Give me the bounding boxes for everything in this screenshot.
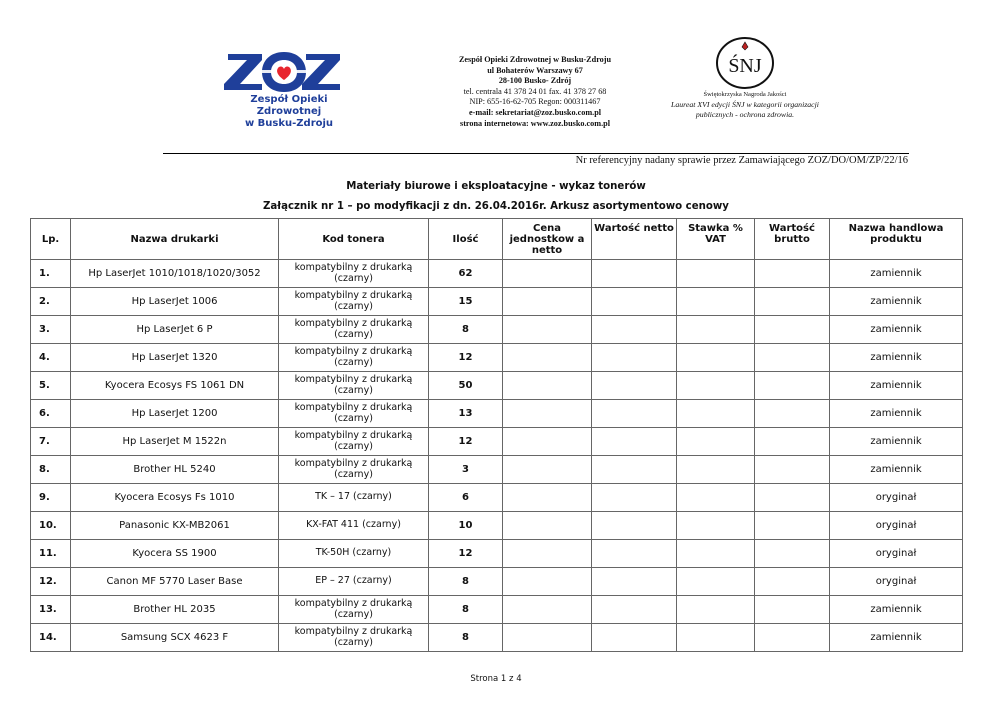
cell-net-value-input[interactable] xyxy=(592,372,677,400)
table-row xyxy=(31,624,963,652)
cell-unit-price-input[interactable] xyxy=(503,316,592,344)
cell-toner-code: KX-FAT 411 (czarny) xyxy=(279,512,429,540)
cell-gross-value-input[interactable] xyxy=(755,428,830,456)
address-line: Zespół Opieki Zdrowotnej w Busku-Zdroju xyxy=(458,55,612,64)
cell-gross-value-input[interactable] xyxy=(755,344,830,372)
cell-vat-input[interactable] xyxy=(677,484,755,512)
cell-lp: 1. xyxy=(31,260,71,288)
cell-unit-price-input[interactable] xyxy=(503,344,592,372)
cell-toner-code: EP – 27 (czarny) xyxy=(279,568,429,596)
cell-trade-name: zamiennik xyxy=(830,288,963,316)
cell-quantity: 8 xyxy=(429,316,503,344)
cell-gross-value-input[interactable] xyxy=(755,568,830,596)
table-row xyxy=(31,372,963,400)
email-line: e-mail: sekretariat@zoz.busko.com.pl xyxy=(468,107,602,117)
cell-lp: 14. xyxy=(31,624,71,652)
cell-quantity: 62 xyxy=(429,260,503,288)
page-footer: Strona 1 z 4 xyxy=(470,674,522,684)
cell-quantity: 6 xyxy=(429,484,503,512)
cell-trade-name: zamiennik xyxy=(830,596,963,624)
cell-toner-code: kompatybilny z drukarką (czarny) xyxy=(279,288,429,316)
cell-vat-input[interactable] xyxy=(677,260,755,288)
zoz-logo xyxy=(222,50,352,129)
cell-gross-value-input[interactable] xyxy=(755,400,830,428)
table-row xyxy=(31,260,963,288)
cell-vat-input[interactable] xyxy=(677,456,755,484)
cell-net-value-input[interactable] xyxy=(592,400,677,428)
logo-text xyxy=(224,94,354,130)
cell-gross-value-input[interactable] xyxy=(755,596,830,624)
cell-vat-input[interactable] xyxy=(677,540,755,568)
cell-trade-name: oryginał xyxy=(830,484,963,512)
cell-quantity: 12 xyxy=(429,540,503,568)
cell-printer: Canon MF 5770 Laser Base xyxy=(71,568,279,596)
col-header-gross-value: Wartość brutto xyxy=(755,219,830,260)
col-header-trade-name: Nazwa handlowa produktu xyxy=(830,219,963,260)
cell-trade-name: oryginał xyxy=(830,512,963,540)
cell-printer: Hp LaserJet 1200 xyxy=(71,400,279,428)
cell-unit-price-input[interactable] xyxy=(503,596,592,624)
cell-printer: Brother HL 5240 xyxy=(71,456,279,484)
col-header-printer: Nazwa drukarki xyxy=(71,219,279,260)
heart-icon xyxy=(277,67,291,80)
cell-toner-code: kompatybilny z drukarką (czarny) xyxy=(279,400,429,428)
toner-price-table xyxy=(30,218,963,652)
document-subtitle: Załącznik nr 1 – po modyfikacji z dn. 26.04.2016r. Arkusz asortymentowo cenowy xyxy=(263,201,729,212)
cell-trade-name: zamiennik xyxy=(830,400,963,428)
cell-quantity: 50 xyxy=(429,372,503,400)
cell-vat-input[interactable] xyxy=(677,316,755,344)
cell-net-value-input[interactable] xyxy=(592,456,677,484)
reference-number: Nr referencyjny nadany sprawie przez Zamawiającego ZOZ/DO/OM/ZP/22/16 xyxy=(575,155,908,166)
cell-trade-name: zamiennik xyxy=(830,428,963,456)
cell-lp: 9. xyxy=(31,484,71,512)
cell-lp: 5. xyxy=(31,372,71,400)
seal-wordmark: Świętokrzyska Nagroda Jakości xyxy=(703,91,787,98)
cell-lp: 8. xyxy=(31,456,71,484)
cell-unit-price-input[interactable] xyxy=(503,624,592,652)
cell-unit-price-input[interactable] xyxy=(503,400,592,428)
cell-vat-input[interactable] xyxy=(677,568,755,596)
document-title: Materiały biurowe i eksploatacyjne - wykaz tonerów xyxy=(346,181,646,192)
cell-net-value-input[interactable] xyxy=(592,540,677,568)
cell-unit-price-input[interactable] xyxy=(503,512,592,540)
cell-lp: 10. xyxy=(31,512,71,540)
cell-printer: Hp LaserJet M 1522n xyxy=(71,428,279,456)
cell-toner-code: kompatybilny z drukarką (czarny) xyxy=(279,428,429,456)
cell-toner-code: kompatybilny z drukarką (czarny) xyxy=(279,260,429,288)
table-row xyxy=(31,400,963,428)
col-header-qty: Ilość xyxy=(429,219,503,260)
cell-vat-input[interactable] xyxy=(677,372,755,400)
col-header-lp: Lp. xyxy=(31,219,71,260)
cell-toner-code: kompatybilny z drukarką (czarny) xyxy=(279,596,429,624)
cell-quantity: 3 xyxy=(429,456,503,484)
cell-lp: 4. xyxy=(31,344,71,372)
cell-unit-price-input[interactable] xyxy=(503,372,592,400)
cell-vat-input[interactable] xyxy=(677,288,755,316)
cell-printer: Kyocera Ecosys FS 1061 DN xyxy=(71,372,279,400)
cell-printer: Hp LaserJet 1010/1018/1020/3052 xyxy=(71,260,279,288)
cell-printer: Kyocera SS 1900 xyxy=(71,540,279,568)
table-row xyxy=(31,428,963,456)
cell-net-value-input[interactable] xyxy=(592,512,677,540)
cell-gross-value-input[interactable] xyxy=(755,484,830,512)
cell-net-value-input[interactable] xyxy=(592,344,677,372)
cell-net-value-input[interactable] xyxy=(592,428,677,456)
cell-unit-price-input[interactable] xyxy=(503,568,592,596)
cell-lp: 13. xyxy=(31,596,71,624)
cell-toner-code: TK – 17 (czarny) xyxy=(279,484,429,512)
table-row xyxy=(31,484,963,512)
cell-quantity: 13 xyxy=(429,400,503,428)
table-row xyxy=(31,568,963,596)
table-row xyxy=(31,456,963,484)
cell-gross-value-input[interactable] xyxy=(755,260,830,288)
cell-vat-input[interactable] xyxy=(677,596,755,624)
website-line: strona internetowa: www.zoz.busko.com.pl xyxy=(460,118,610,128)
cell-net-value-input[interactable] xyxy=(592,260,677,288)
col-header-unit-price: Cena jednostkow a netto xyxy=(503,219,592,260)
seal-mark: ŚNJ xyxy=(728,55,762,77)
cell-printer: Panasonic KX-MB2061 xyxy=(71,512,279,540)
cell-net-value-input[interactable] xyxy=(592,596,677,624)
cell-quantity: 10 xyxy=(429,512,503,540)
cell-unit-price-input[interactable] xyxy=(503,288,592,316)
col-header-toner: Kod tonera xyxy=(279,219,429,260)
cell-printer: Samsung SCX 4623 F xyxy=(71,624,279,652)
cell-trade-name: zamiennik xyxy=(830,372,963,400)
cell-quantity: 8 xyxy=(429,596,503,624)
logo-text-line1: Zespół Opieki Zdrowotnej xyxy=(250,94,328,117)
cell-vat-input[interactable] xyxy=(677,624,755,652)
zoz-logo-mark-icon xyxy=(222,50,342,94)
cell-quantity: 8 xyxy=(429,624,503,652)
cell-vat-input[interactable] xyxy=(677,428,755,456)
cell-trade-name: oryginał xyxy=(830,540,963,568)
cell-toner-code: kompatybilny z drukarką (czarny) xyxy=(279,372,429,400)
cell-toner-code: kompatybilny z drukarką (czarny) xyxy=(279,344,429,372)
cell-quantity: 12 xyxy=(429,428,503,456)
cell-lp: 3. xyxy=(31,316,71,344)
cell-lp: 6. xyxy=(31,400,71,428)
cell-lp: 11. xyxy=(31,540,71,568)
address-block xyxy=(420,55,650,129)
logo-text-line2: w Busku-Zdroju xyxy=(244,118,334,129)
cell-gross-value-input[interactable] xyxy=(755,540,830,568)
cell-vat-input[interactable] xyxy=(677,512,755,540)
table-row xyxy=(31,596,963,624)
cell-trade-name: zamiennik xyxy=(830,624,963,652)
cell-gross-value-input[interactable] xyxy=(755,288,830,316)
table-row xyxy=(31,540,963,568)
cell-gross-value-input[interactable] xyxy=(755,624,830,652)
cell-trade-name: oryginał xyxy=(830,568,963,596)
table-header-row xyxy=(31,219,963,260)
address-line: 28-100 Busko- Zdrój xyxy=(498,76,572,86)
cell-quantity: 15 xyxy=(429,288,503,316)
table-row xyxy=(31,288,963,316)
cell-net-value-input[interactable] xyxy=(592,484,677,512)
snj-seal-icon xyxy=(714,36,776,90)
cell-net-value-input[interactable] xyxy=(592,568,677,596)
col-header-vat: Stawka % VAT xyxy=(677,219,755,260)
cell-lp: 2. xyxy=(31,288,71,316)
header-divider xyxy=(163,153,909,154)
cell-unit-price-input[interactable] xyxy=(503,260,592,288)
cell-toner-code: kompatybilny z drukarką (czarny) xyxy=(279,316,429,344)
cell-printer: Kyocera Ecosys Fs 1010 xyxy=(71,484,279,512)
cell-net-value-input[interactable] xyxy=(592,288,677,316)
table-row xyxy=(31,344,963,372)
cell-unit-price-input[interactable] xyxy=(503,428,592,456)
cell-unit-price-input[interactable] xyxy=(503,484,592,512)
cell-trade-name: zamiennik xyxy=(830,260,963,288)
cell-lp: 7. xyxy=(31,428,71,456)
cell-trade-name: zamiennik xyxy=(830,316,963,344)
cell-gross-value-input[interactable] xyxy=(755,372,830,400)
col-header-net-value: Wartość netto xyxy=(592,219,677,260)
cell-net-value-input[interactable] xyxy=(592,316,677,344)
table-row xyxy=(31,316,963,344)
cell-printer: Hp LaserJet 1006 xyxy=(71,288,279,316)
cell-net-value-input[interactable] xyxy=(592,624,677,652)
address-line: ul Bohaterów Warszawy 67 xyxy=(487,65,583,75)
cell-quantity: 8 xyxy=(429,568,503,596)
cell-quantity: 12 xyxy=(429,344,503,372)
cell-printer: Brother HL 2035 xyxy=(71,596,279,624)
cell-vat-input[interactable] xyxy=(677,400,755,428)
cell-gross-value-input[interactable] xyxy=(755,512,830,540)
address-line: tel. centrala 41 378 24 01 fax. 41 378 27 68 xyxy=(463,86,607,96)
cell-lp: 12. xyxy=(31,568,71,596)
seal-caption: Laureat XVI edycji ŚNJ w kategorii organizacji publicznych - ochrona zdrowia. xyxy=(671,100,819,119)
cell-unit-price-input[interactable] xyxy=(503,540,592,568)
cell-gross-value-input[interactable] xyxy=(755,316,830,344)
cell-toner-code: kompatybilny z drukarką (czarny) xyxy=(279,624,429,652)
snj-seal xyxy=(670,36,820,142)
cell-printer: Hp LaserJet 6 P xyxy=(71,316,279,344)
cell-printer: Hp LaserJet 1320 xyxy=(71,344,279,372)
cell-toner-code: TK-50H (czarny) xyxy=(279,540,429,568)
cell-trade-name: zamiennik xyxy=(830,344,963,372)
cell-trade-name: zamiennik xyxy=(830,456,963,484)
address-line: NIP: 655-16-62-705 Regon: 000311467 xyxy=(469,97,601,107)
cell-gross-value-input[interactable] xyxy=(755,456,830,484)
cell-toner-code: kompatybilny z drukarką (czarny) xyxy=(279,456,429,484)
table-row xyxy=(31,512,963,540)
cell-unit-price-input[interactable] xyxy=(503,456,592,484)
cell-vat-input[interactable] xyxy=(677,344,755,372)
